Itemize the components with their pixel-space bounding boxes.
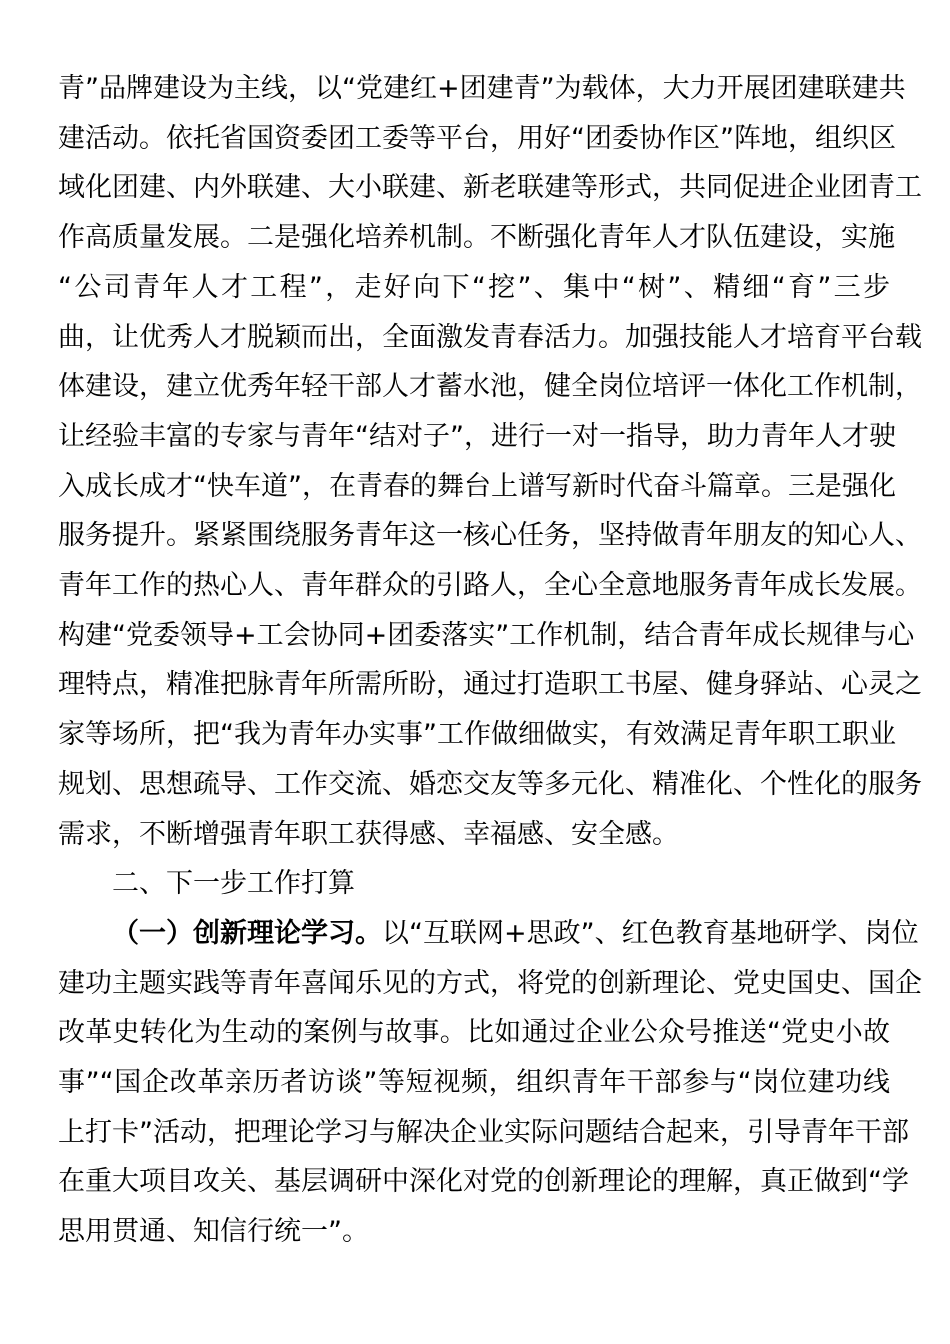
text-line: 青”品牌建设为主线，以“党建红+团建青”为载体，大力开展团建联建共 [58, 73, 906, 104]
text-line: 入成长成才“快车道”，在青春的舞台上谱写新时代奋斗篇章。三是强化 [58, 470, 896, 502]
section-heading: 二、下一步工作打算 [112, 868, 355, 900]
text-line [58, 909, 919, 959]
text-line: “公司青年人才工程”，走好向下“挖”、集中“树”、精细“育”三步 [58, 271, 890, 303]
text-span: 以“互联网+思政”、红色教育基地研学、岗位 [382, 917, 919, 949]
text-line: 建功主题实践等青年喜闻乐见的方式，将党的创新理论、党史国史、国企 [58, 967, 922, 999]
text-line: 事”“国企改革亲历者访谈”等短视频，组织青年干部参与“岗位建功线 [58, 1067, 890, 1099]
text-line: 服务提升。紧紧围绕服务青年这一核心任务，坚持做青年朋友的知心人、 [58, 520, 922, 552]
text-line: 上打卡”活动，把理论学习与解决企业实际问题结合起来，引导青年干部 [58, 1116, 909, 1148]
text-line: 体建设，建立优秀年轻干部人才蓄水池，健全岗位培评一体化工作机制， [58, 371, 922, 403]
text-line: 青年工作的热心人、青年群众的引路人，全心全意地服务青年成长发展。 [58, 570, 922, 602]
text-line: 改革史转化为生动的案例与故事。比如通过企业公众号推送“党史小故 [58, 1017, 890, 1049]
paragraph-1 [58, 64, 922, 859]
text-line: 需求，不断增强青年职工获得感、幸福感、安全感。 [58, 818, 679, 850]
text-line: 理特点，精准把脉青年所需所盼，通过打造职工书屋、健身驿站、心灵之 [58, 669, 922, 701]
text-line: 让经验丰富的专家与青年“结对子”，进行一对一指导，助力青年人才驶 [58, 420, 896, 452]
paragraph-2 [58, 909, 922, 1257]
text-line: 域化团建、内外联建、大小联建、新老联建等形式，共同促进企业团青工 [58, 172, 922, 204]
text-line: 作高质量发展。二是强化培养机制。不断强化青年人才队伍建设，实施 [58, 222, 895, 254]
text-line: 曲，让优秀人才脱颖而出，全面激发青春活力。加强技能人才培育平台载 [58, 321, 922, 353]
document-page [58, 64, 922, 1257]
text-line: 规划、思想疏导、工作交流、婚恋交友等多元化、精准化、个性化的服务 [58, 768, 922, 800]
text-line: 建活动。依托省国资委团工委等平台，用好“团委协作区”阵地，组织区 [58, 122, 896, 154]
subsection-title: （一）创新理论学习。 [112, 917, 382, 949]
text-line: 在重大项目攻关、基层调研中深化对党的创新理论的理解，真正做到“学 [58, 1166, 909, 1198]
text-line: 家等场所，把“我为青年办实事”工作做细做实，有效满足青年职工职业 [58, 719, 896, 751]
text-line: 构建“党委领导+工会协同+团委落实”工作机制，结合青年成长规律与心 [58, 619, 915, 651]
text-line: 思用贯通、知信行统一”。 [58, 1216, 369, 1248]
